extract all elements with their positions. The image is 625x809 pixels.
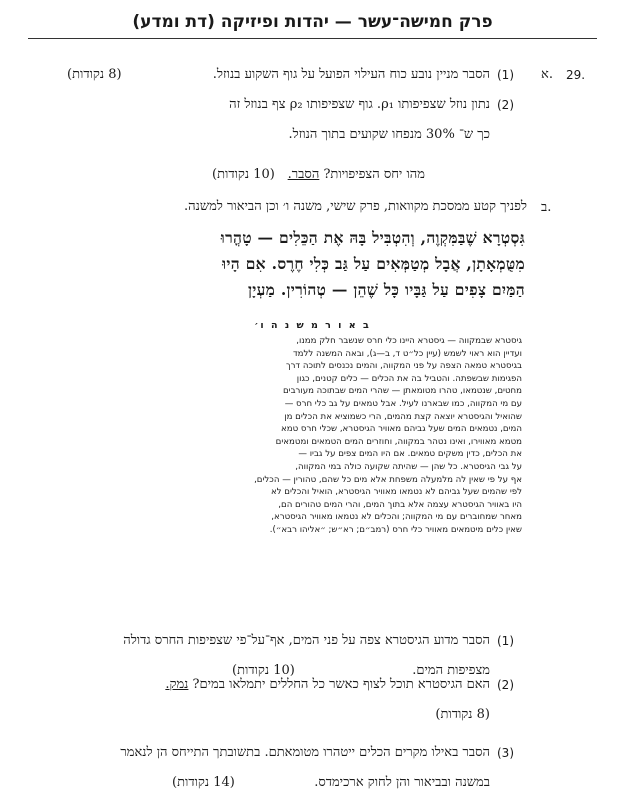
biur-line: שאין כלים מיטמאים מאוויר כלי חרס (רמב״ם; רא״ש; ״אליהו רבא״). — [269, 524, 522, 535]
question-number: 29. — [566, 68, 586, 82]
a2-points: (10 נקודות) — [212, 167, 275, 182]
b2-points: (8 נקודות) — [435, 707, 490, 722]
mishna-line-1: גִּסְטְרָא שֶׁבַּמִּקְוֶה, וְהִטְבִּיל בָּהּ אֶת הַכֵּלִים — טָהֳרוּ — [220, 228, 525, 247]
biur-line: היו באוויר הגיסטרא עצמה אלא בתוך המים, והרי המים טהורים הם, — [278, 499, 522, 510]
b3-line2: במשנה ובביאור והן לחוק ארכימדס. — [314, 775, 490, 790]
b1-number: (1) — [497, 634, 514, 648]
a2-explain: הסבר. — [287, 167, 320, 182]
biur-line: את הכלים, כדין משקים טמאים. אם היו המים צפים על גביו — — [298, 449, 522, 460]
b1-line1: הסבר מדוע הגיסטרא צפה על פני המים, אף־על־פי שצפיפות החרס גדולה — [123, 633, 490, 648]
part-b-intro: לפניך קטע ממסכת מקוואות, פרק שישי, משנה ו׳ וכן הביאור למשנה. — [184, 199, 527, 214]
b1-line2: מצפיפות המים. — [412, 663, 490, 678]
b1-points: (10 נקודות) — [232, 663, 295, 678]
a2-line3 — [288, 166, 425, 182]
a2-line2: כך ש־ 30% מנפחו שקועים בתוך הנוזל. — [288, 127, 490, 142]
mishna-line-3: הַמַּיִם צָפִים עַל גַּבָּיו כָּל שֶׁהֵן — טְהוֹרִין. מַעְיָן — [247, 280, 525, 299]
a1-points: (8 נקודות) — [67, 67, 122, 82]
biur-line: לפי שהמים שעל גביהם לא נטמאו מאוויר הגיסטרא, הואיל והכלים לא — [270, 487, 522, 498]
b2-question: האם הגיסטרא תוכל לצוף כאשר כל החללים יתמלאו במים? — [192, 677, 490, 692]
biur-text — [112, 335, 522, 537]
biur-line: מטמא מאווירו, ואינו נטהר במקווה, וחוזרים המים הטמאים ומטמאים — [275, 436, 522, 447]
b3-line1: הסבר באילו מקרים הכלים ייטהרו מטומאתם. בתשובתך התייחס הן לנאמר — [120, 745, 490, 760]
biur-line: מחטים, שנטמאו, טהרו מטומאתן — שהרי המים שבתוכה מעורבים — [282, 386, 522, 397]
biur-line: הפגימות שבשפתה. והטביל בה את הכלים — כלים קטנים, כגון — [296, 373, 522, 384]
biur-line: אף על פי שאין לה מלמעלה משפחת אלא מים כל שהם, טהורין — הכלים, — [254, 474, 522, 485]
a2-number: (2) — [497, 98, 514, 112]
mishna-line-2: מִטֻּמְאָתָן, אֲבָל מְטַמְּאִים עַל גַּב כְּלִי חֶרֶס. אִם הָיוּ — [222, 254, 525, 273]
biur-line: על גבי הגיסטרא. כל שהן — שהיתה שקועה כולה במי המקווה, — [295, 461, 522, 472]
b3-number: (3) — [497, 746, 514, 760]
biur-line: בגיסטרא טמאה הצפה על פני המקווה, והמים נכנסים לתוכה דרך — [285, 361, 522, 372]
a1-number: (1) — [497, 68, 514, 82]
b2-line1 — [165, 676, 490, 692]
a2-question: מהו יחס הצפיפויות? — [323, 167, 425, 182]
a1-text: הסבר מניין נובע כוח העילוי הפועל על גוף השקוע בנוזל. — [212, 67, 490, 82]
part-b-label: ב. — [541, 200, 552, 215]
biur-line: שהואיל והגיסטרא יוצאה קצת מהמים, הרי כשמוציא את הכלים מן — [284, 411, 522, 422]
b2-number: (2) — [497, 678, 514, 692]
part-a-label: א. — [541, 67, 553, 82]
biur-line: גיסטרא שבמקווה — גיסטרא היינו כלי חרס שנשבר חלק ממנו, — [296, 336, 522, 346]
biur-line: עם מי המקווה, כמו שבארנו לעיל. אבל טמאים על גב כלי חרס — — [284, 398, 522, 409]
biur-line: המים, נטמאים המים שעל גביהם מאוויר הגיסטרא, שכלי חרס טמא — [280, 424, 522, 435]
chapter-title: פרק חמישה־עשר — יהדות ופיזיקה (דת ומדע) — [132, 12, 493, 32]
a2-line1: נתון נוזל שצפיפותו ρ₁. גוף שצפיפותו ρ₂ צף בנוזל זה — [229, 97, 490, 112]
title-divider — [28, 38, 597, 39]
biur-title: ב א ו ר מ ש נ ה ו׳ — [254, 320, 371, 331]
biur-line: מאחר שמחוברים עם מי המקווה; והכלים לא נטמאו מאוויר הגיסטרא, — [271, 512, 522, 523]
biur-line: ועדיין הוא ראוי לשמש (עיין כל״ט ד, ב—ג), ובאה המשנה ללמד — [292, 348, 522, 359]
b3-points: (14 נקודות) — [172, 775, 235, 790]
b2-reason: נמק. — [165, 677, 189, 692]
